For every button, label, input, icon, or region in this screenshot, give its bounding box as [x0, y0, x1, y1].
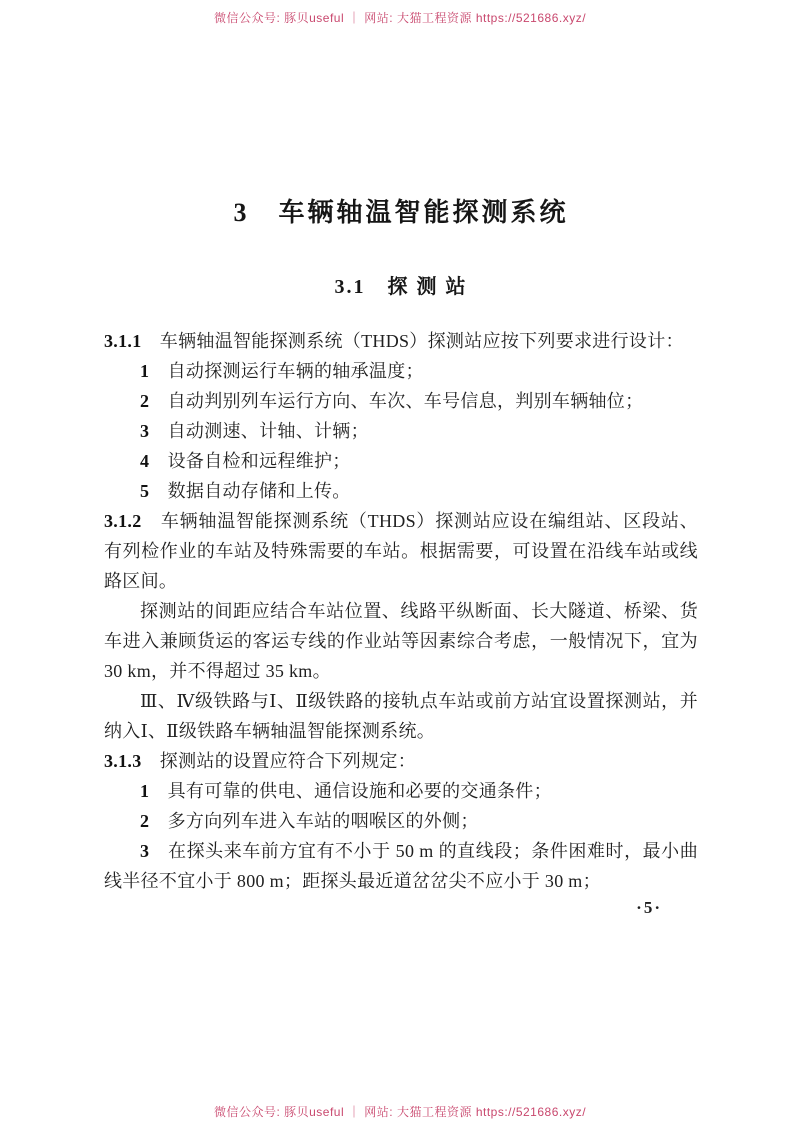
paragraph: 3.1.3 探测站的设置应符合下列规定：	[104, 751, 416, 771]
paragraph-label: 1	[140, 361, 150, 381]
paragraph-label: 5	[140, 481, 150, 501]
paragraph: 1 自动探测运行车辆的轴承温度；	[140, 361, 424, 381]
paragraph: 2 多方向列车进入车站的咽喉区的外侧；	[140, 811, 479, 831]
page-content	[104, 196, 698, 918]
watermark-bottom: 微信公众号: 豚贝useful ｜ 网站: 大猫工程资源 https://521686.xyz/	[213, 1105, 587, 1119]
paragraph: 3.1.2 车辆轴温智能探测系统（THDS）探测站应设在编组站、区段站、有列检作业的车站及特殊需要的车站。根据需要，可设置在沿线车站或线路区间。	[104, 511, 698, 591]
body-paragraphs	[104, 326, 698, 896]
paragraph: 3 在探头来车前方宜有不小于 50 m 的直线段；条件困难时，最小曲线半径不宜小于 800 m；距探头最近道岔岔尖不应小于 30 m；	[104, 841, 698, 891]
paragraph-label: 2	[140, 811, 150, 831]
chapter-title: 3 车辆轴温智能探测系统	[233, 198, 569, 227]
paragraph-label: 3.1.1	[104, 331, 142, 351]
page-number: ·5·	[636, 898, 662, 917]
paragraph: 4 设备自检和远程维护；	[140, 451, 351, 471]
paragraph-label: 3.1.2	[104, 511, 142, 531]
watermark-top: 微信公众号: 豚贝useful ｜ 网站: 大猫工程资源 https://521686.xyz/	[213, 11, 587, 25]
paragraph-label: 3.1.3	[104, 751, 142, 771]
paragraph-label: 1	[140, 781, 150, 801]
paragraph: 3 自动测速、计轴、计辆；	[140, 421, 369, 441]
paragraph-label: 3	[140, 421, 150, 441]
paragraph-label: 2	[140, 391, 150, 411]
paragraph: Ⅲ、Ⅳ级铁路与Ⅰ、Ⅱ级铁路的接轨点车站或前方站宜设置探测站，并纳入Ⅰ、Ⅱ级铁路车辆轴温智能探测系统。	[104, 691, 698, 741]
paragraph: 3.1.1 车辆轴温智能探测系统（THDS）探测站应按下列要求进行设计：	[104, 331, 684, 351]
paragraph: 5 数据自动存储和上传。	[140, 481, 351, 501]
paragraph: 探测站的间距应结合车站位置、线路平纵断面、长大隧道、桥梁、货车进入兼顾货运的客运专线的作业站等因素综合考虑，一般情况下，宜为 30 km，并不得超过 35 km。	[104, 601, 698, 681]
paragraph: 2 自动判别列车运行方向、车次、车号信息，判别车辆轴位；	[140, 391, 644, 411]
section-title: 3.1 探 测 站	[334, 276, 468, 298]
paragraph-label: 3	[140, 841, 150, 861]
paragraph-label: 4	[140, 451, 150, 471]
paragraph: 1 具有可靠的供电、通信设施和必要的交通条件；	[140, 781, 552, 801]
